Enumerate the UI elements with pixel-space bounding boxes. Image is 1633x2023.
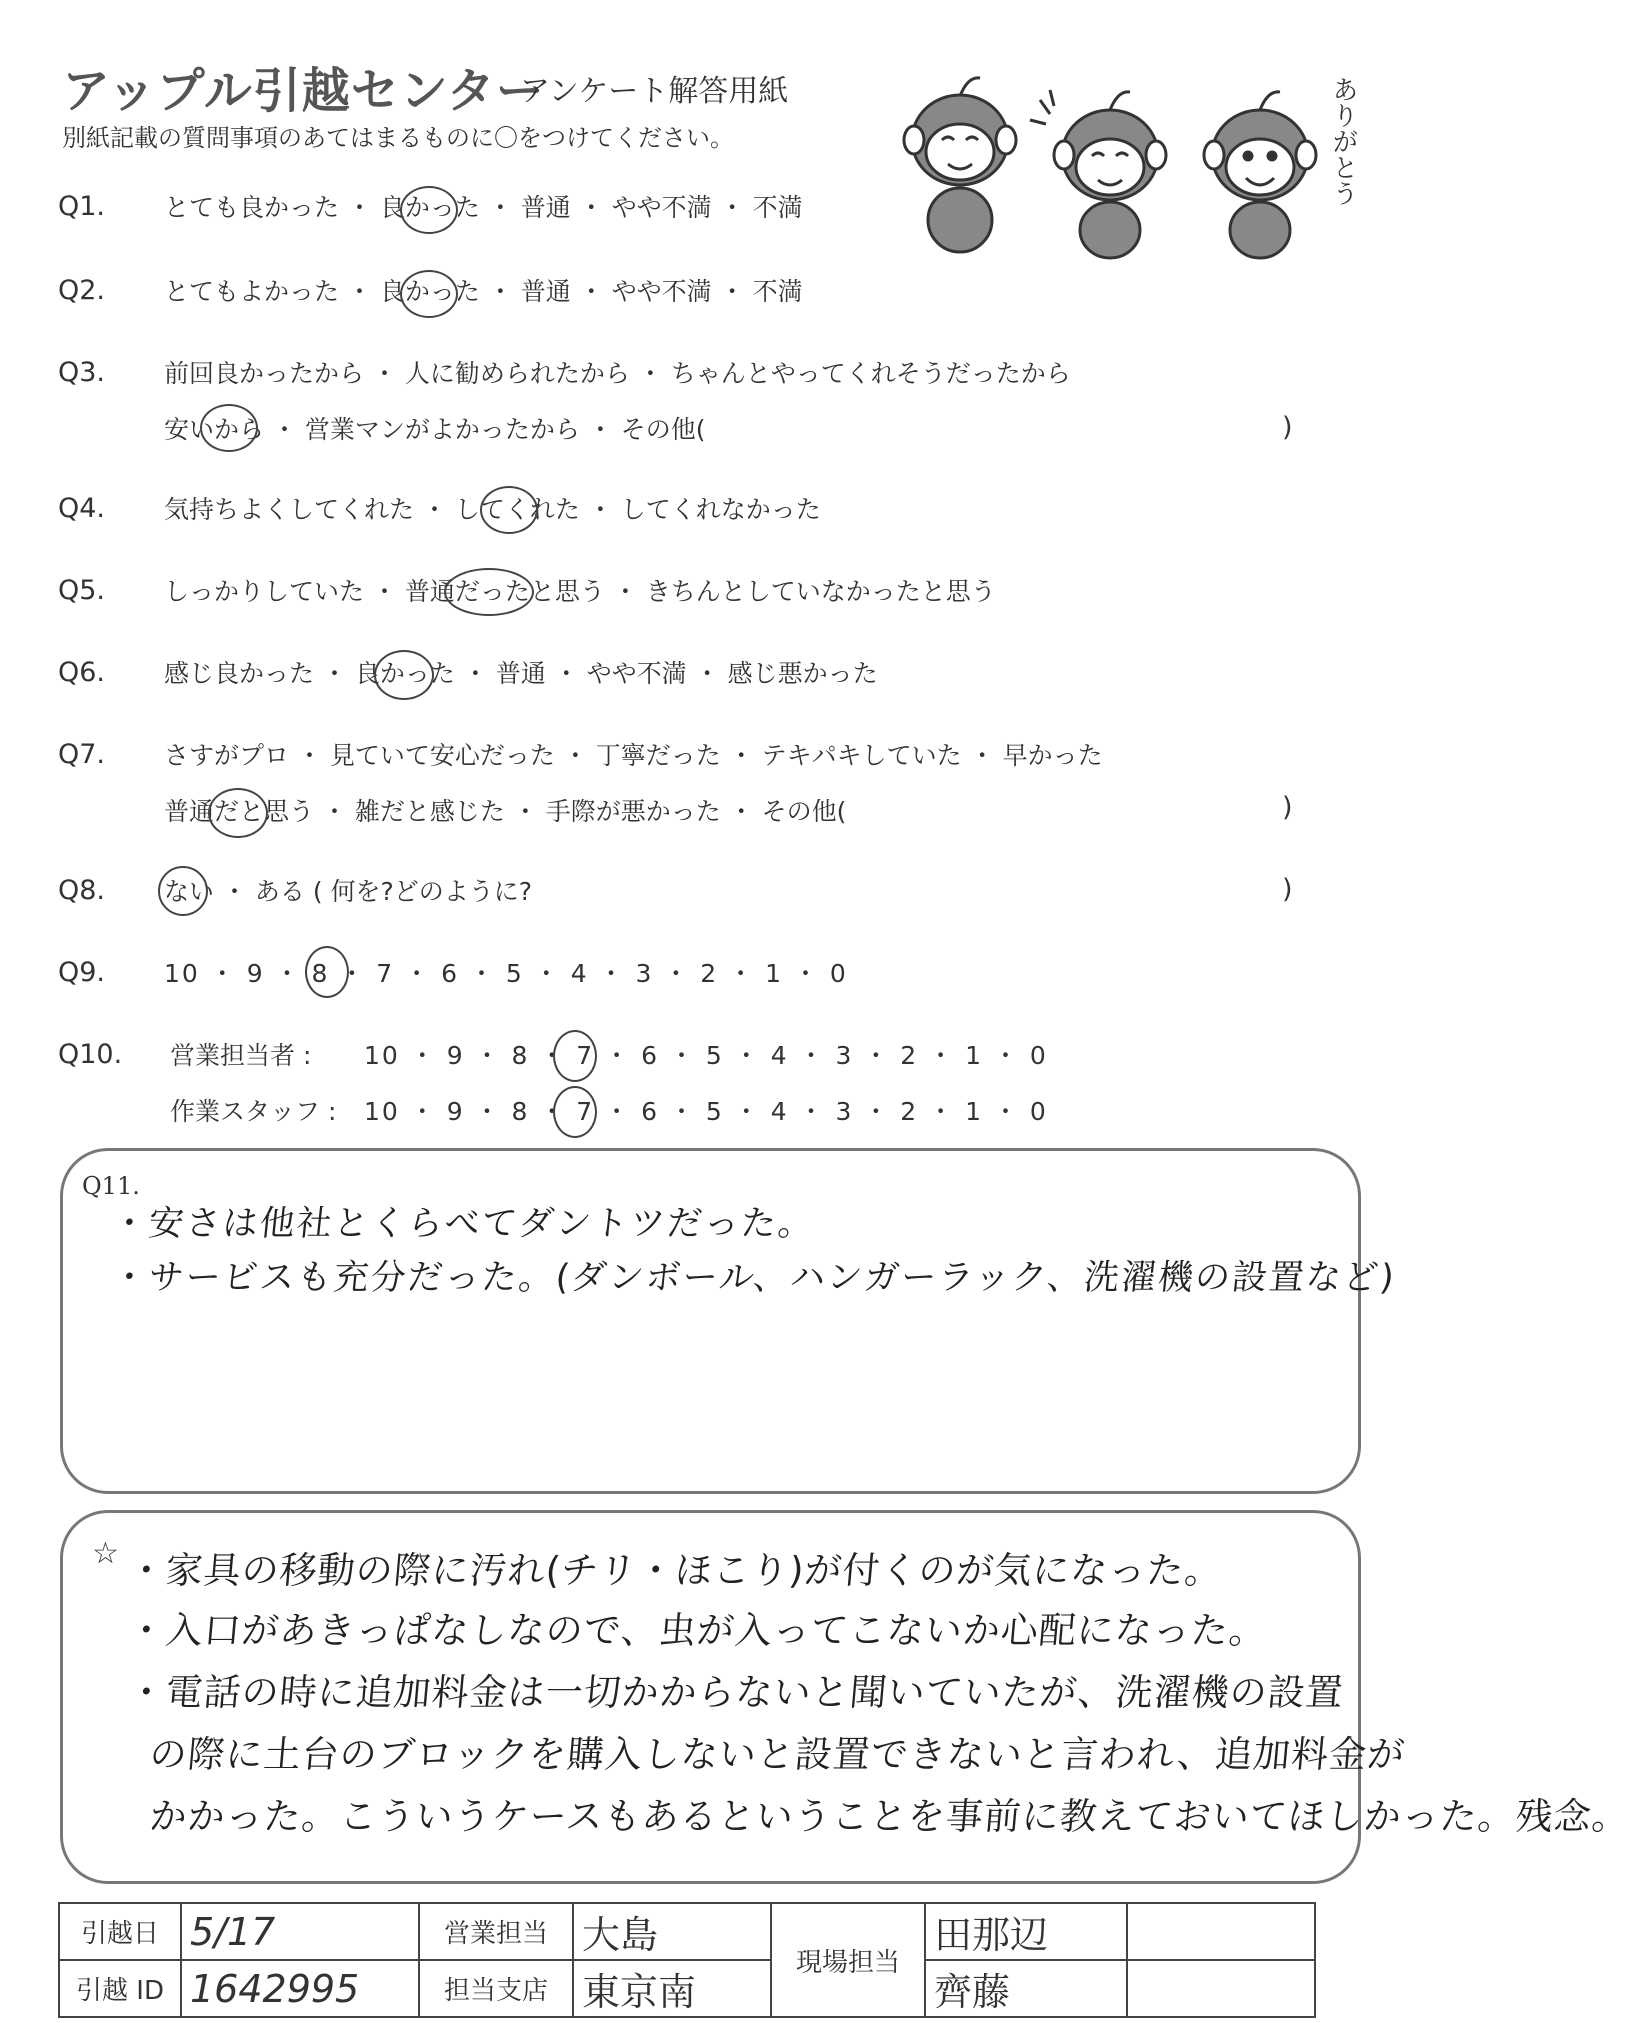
question-row — [58, 488, 821, 528]
question-number: Q4. — [58, 492, 106, 524]
comment-handwritten-line: ・入口があきっぱなしなので、虫が入ってこないか心配になった。 — [125, 1609, 1269, 1652]
question-number: Q1. — [58, 190, 106, 222]
question-row-continued — [170, 1090, 1048, 1130]
answer-circle — [480, 486, 538, 534]
form-title: アンケート解答用紙 — [520, 74, 789, 109]
comment-handwritten-line: ・家具の移動の際に汚れ(チリ・ほこり)が付くのが気になった。 — [125, 1549, 1225, 1592]
question-number: Q8. — [58, 874, 106, 906]
question-options: 安いから ・ 営業マンがよかったから ・ その他( — [164, 415, 706, 444]
question-options: さすがプロ ・ 見ていて安心だった ・ 丁寧だった ・ テキパキしていた ・ 早かった — [164, 741, 1103, 770]
q11-handwritten-line: ・サービスも充分だった。(ダンボール、ハンガーラック、洗濯機の設置など) — [109, 1258, 1398, 1298]
answer-circle — [553, 1086, 597, 1138]
question-options: 感じ良かった ・ 良かった ・ 普通 ・ やや不満 ・ 感じ悪かった — [164, 659, 878, 688]
branch-value: 東京南 — [573, 1960, 771, 2017]
question-options: 気持ちよくしてくれた ・ してくれた ・ してくれなかった — [164, 495, 821, 524]
site-value-2: 齊藤 — [925, 1960, 1127, 2017]
question-number: Q9. — [58, 956, 106, 988]
q11-label: Q11. — [82, 1172, 140, 1200]
sales-rep-label: 営業担当者 : — [170, 1041, 312, 1070]
question-number: Q10. — [58, 1038, 123, 1070]
answer-circle — [374, 650, 434, 700]
question-row — [58, 952, 848, 992]
move-id-value: 1642995 — [181, 1960, 419, 2017]
question-number: Q6. — [58, 656, 106, 688]
question-options: しっかりしていた ・ 普通だったと思う ・ きちんとしていなかったと思う — [164, 577, 996, 606]
star-icon: ☆ — [92, 1536, 119, 1571]
question-options: 普通だと思う ・ 雑だと感じた ・ 手際が悪かった ・ その他( — [164, 797, 847, 826]
question-options: とてもよかった ・ 良かった ・ 普通 ・ やや不満 ・ 不満 — [164, 277, 803, 306]
question-row — [58, 870, 532, 910]
comment-handwritten-line: かかった。こういうケースもあるということを事前に教えておいてほしかった。残念。 — [147, 1795, 1632, 1838]
answer-circle — [208, 788, 268, 838]
sales-rep-scale: 10 ・ 9 ・ 8 ・ 7 ・ 6 ・ 5 ・ 4 ・ 3 ・ 2 ・ 1 ・ 0 — [364, 1041, 1048, 1070]
question-number: Q2. — [58, 274, 106, 306]
sales-value: 大島 — [573, 1903, 771, 1960]
question-options: ない ・ ある ( 何を?どのように? — [164, 877, 533, 906]
instruction-text: 別紙記載の質問事項のあてはまるものに〇をつけてください。 — [62, 124, 734, 152]
question-number: Q7. — [58, 738, 106, 770]
move-date-label: 引越日 — [59, 1903, 181, 1960]
work-staff-scale: 10 ・ 9 ・ 8 ・ 7 ・ 6 ・ 5 ・ 4 ・ 3 ・ 2 ・ 1 ・ 0 — [364, 1097, 1048, 1126]
close-bracket: ) — [1282, 874, 1293, 905]
comment-handwritten-line: の際に土台のブロックを購入しないと設置できないと言われ、追加料金が — [147, 1733, 1408, 1776]
question-row — [58, 352, 1071, 392]
question-options: とても良かった ・ 良かった ・ 普通 ・ やや不満 ・ 不満 — [164, 193, 803, 222]
branch-label: 担当支店 — [419, 1960, 573, 2017]
empty-cell — [1127, 1903, 1315, 1960]
answer-circle — [553, 1030, 597, 1082]
comment-handwritten-line: ・電話の時に追加料金は一切かからないと聞いていたが、洗濯機の設置 — [125, 1671, 1346, 1714]
q11-handwritten-line: ・安さは他社とくらべてダントツだった。 — [109, 1204, 818, 1244]
question-row — [58, 652, 878, 692]
close-bracket: ) — [1282, 412, 1293, 443]
empty-cell — [1127, 1960, 1315, 2017]
monkey-mascots-illustration — [900, 60, 1370, 260]
site-label: 現場担当 — [771, 1903, 925, 2017]
answer-circle — [200, 404, 258, 452]
move-id-label: 引越 ID — [59, 1960, 181, 2017]
question-options: 10 ・ 9 ・ 8 ・ 7 ・ 6 ・ 5 ・ 4 ・ 3 ・ 2 ・ 1 ・ 0 — [164, 959, 848, 988]
answer-circle — [158, 866, 208, 916]
question-row — [58, 734, 1103, 774]
footer-info-table — [58, 1902, 1316, 2018]
answer-circle — [305, 946, 349, 998]
question-options: 前回良かったから ・ 人に勧められたから ・ ちゃんとやってくれそうだったから — [164, 359, 1071, 388]
site-value-1: 田那辺 — [925, 1903, 1127, 1960]
work-staff-label: 作業スタッフ : — [170, 1097, 337, 1126]
answer-circle — [400, 186, 458, 234]
close-bracket: ) — [1282, 792, 1293, 823]
thanks-text: ありがとう — [1328, 76, 1358, 206]
answer-circle — [444, 568, 534, 616]
brand-logo-text: アップル引越センター — [62, 63, 545, 119]
sales-label: 営業担当 — [419, 1903, 573, 1960]
question-number: Q3. — [58, 356, 106, 388]
answer-circle — [400, 270, 458, 318]
move-date-value: 5/17 — [181, 1903, 419, 1960]
question-number: Q5. — [58, 574, 106, 606]
